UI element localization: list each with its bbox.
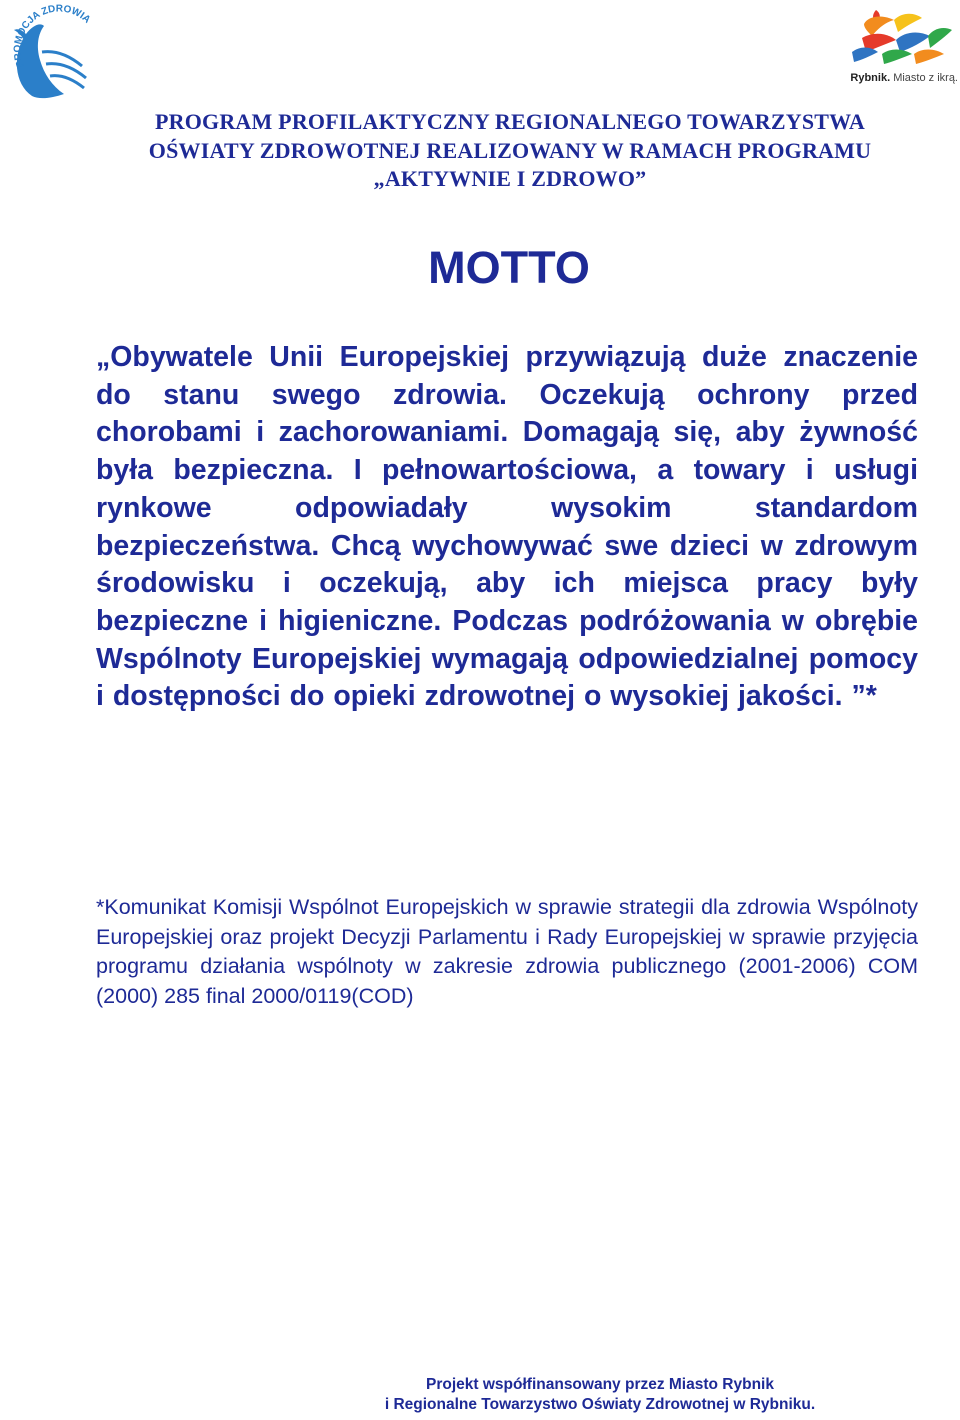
motto-quote: „Obywatele Unii Europejskiej przywiązują duże znaczenie do stanu swego zdrowia. Oczekują ochrony przed chorobami i zachorowaniami. Domagają się, aby żywność była bezpieczna. I pełnowartościowa, a towary i usługi rynkowe odpowiadały wysokim standardom bezpieczeństwa. Chcą wychowywać swe dzieci w zdrowym środowisku i oczekują, aby ich miejsca pracy były bezpieczne i higieniczne. Podczas podróżowania w obrębie Wspólnoty Europejskiej wymagają odpowiedzialnej pomocy i dostępności do opieki zdrowotnej o wysokiej jakości. ”*	[96, 341, 918, 713]
heading-line-1: PROGRAM PROFILAKTYCZNY REGIONALNEGO TOWARZYSTWA	[154, 109, 866, 134]
rybnik-fish-logo-icon	[842, 2, 960, 68]
motto-title: MOTTO	[428, 242, 590, 293]
dolphin-logo-icon	[4, 4, 100, 100]
program-heading	[60, 108, 960, 194]
promocja-zdrowia-logo	[4, 4, 100, 100]
logo-text: PROMOCJA ZDROWIA	[12, 4, 93, 69]
logo-tagline: Rybnik. Miasto z ikrą.	[850, 72, 958, 84]
heading-line-3: „AKTYWNIE I ZDROWO”	[373, 166, 647, 191]
rybnik-logo	[842, 2, 960, 98]
footer	[232, 1375, 960, 1415]
footer-line-1: Projekt współfinansowany przez Miasto Rybnik	[426, 1376, 774, 1393]
footer-line-2: i Regionalne Towarzystwo Oświaty Zdrowotnej w Rybniku.	[384, 1396, 816, 1413]
footnote: *Komunikat Komisji Wspólnot Europejskich w sprawie strategii dla zdrowia Wspólnoty Europejskiej oraz projekt Decyzji Parlamentu i Rady Europejskiej w sprawie przyjęcia programu działania wspólnoty w zakresie zdrowia publicznego (2001-2006) COM (2000) 285 final 2000/0119(COD)	[96, 895, 918, 1008]
heading-line-2: OŚWIATY ZDROWOTNEJ REALIZOWANY W RAMACH PROGRAMU	[148, 137, 872, 163]
